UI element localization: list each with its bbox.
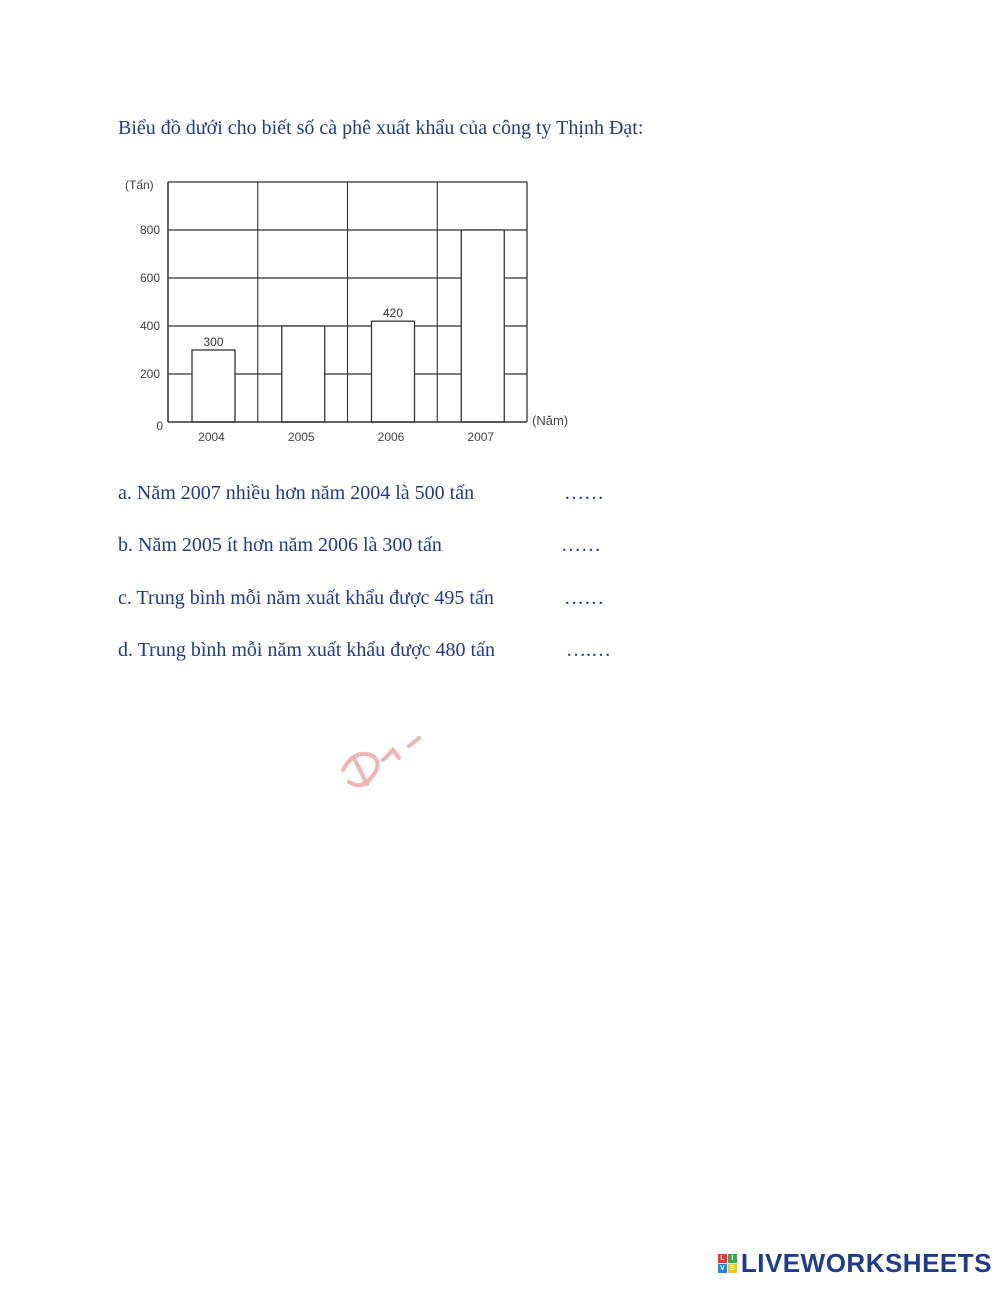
- x-tick-2005: 2005: [287, 430, 315, 444]
- bar-2006: [372, 321, 415, 422]
- chart-svg: [118, 170, 588, 455]
- bar-2004: [192, 350, 235, 422]
- logo-letter-i: I: [728, 1254, 737, 1263]
- question-d-text: d. Trung bình mỗi năm xuất khẩu được 480 tấn: [118, 639, 495, 661]
- question-b-answer-blank[interactable]: ……: [561, 534, 601, 556]
- watermark-stamp: [325, 730, 445, 810]
- x-tick-2007: 2007: [467, 430, 495, 444]
- logo-letter-e: E: [728, 1264, 737, 1273]
- question-b-text: b. Năm 2005 ít hơn năm 2006 là 300 tấn: [118, 534, 442, 556]
- x-tick-2004: 2004: [198, 430, 225, 444]
- intro-text: Biểu đồ dưới cho biết số cà phê xuất khẩu của công ty Thịnh Đạt:: [118, 117, 644, 139]
- question-c-text: c. Trung bình mỗi năm xuất khẩu được 495 tấn: [118, 587, 494, 609]
- logo-letter-v: V: [718, 1264, 727, 1273]
- y-axis-label: (Tấn): [125, 178, 154, 192]
- y-tick-600: 600: [139, 271, 160, 285]
- bar-chart: [118, 170, 588, 455]
- x-axis-label: (Năm): [532, 413, 569, 428]
- question-c-answer-blank[interactable]: ……: [564, 587, 604, 609]
- y-tick-0: 0: [156, 419, 163, 433]
- logo-letter-l: L: [718, 1254, 727, 1263]
- question-a-answer-blank[interactable]: ……: [564, 482, 604, 504]
- question-a: [118, 482, 604, 505]
- y-tick-200: 200: [139, 367, 160, 381]
- y-tick-400: 400: [139, 319, 160, 333]
- y-tick-800: 800: [139, 223, 160, 237]
- question-b: [118, 534, 601, 557]
- data-label-2006: 420: [382, 306, 404, 321]
- liveworksheets-logo: [718, 1248, 992, 1279]
- question-c: [118, 587, 604, 610]
- question-a-text: a. Năm 2007 nhiều hơn năm 2004 là 500 tấn: [118, 482, 475, 504]
- bar-2005: [282, 326, 325, 422]
- data-label-2004: 300: [203, 335, 224, 349]
- live-logo-icon: [718, 1254, 737, 1273]
- brand-name: LIVEWORKSHEETS: [740, 1248, 992, 1278]
- question-d-answer-blank[interactable]: ….…: [566, 639, 611, 661]
- bar-2007: [461, 230, 504, 422]
- question-d: [118, 639, 611, 662]
- x-tick-2006: 2006: [377, 430, 405, 444]
